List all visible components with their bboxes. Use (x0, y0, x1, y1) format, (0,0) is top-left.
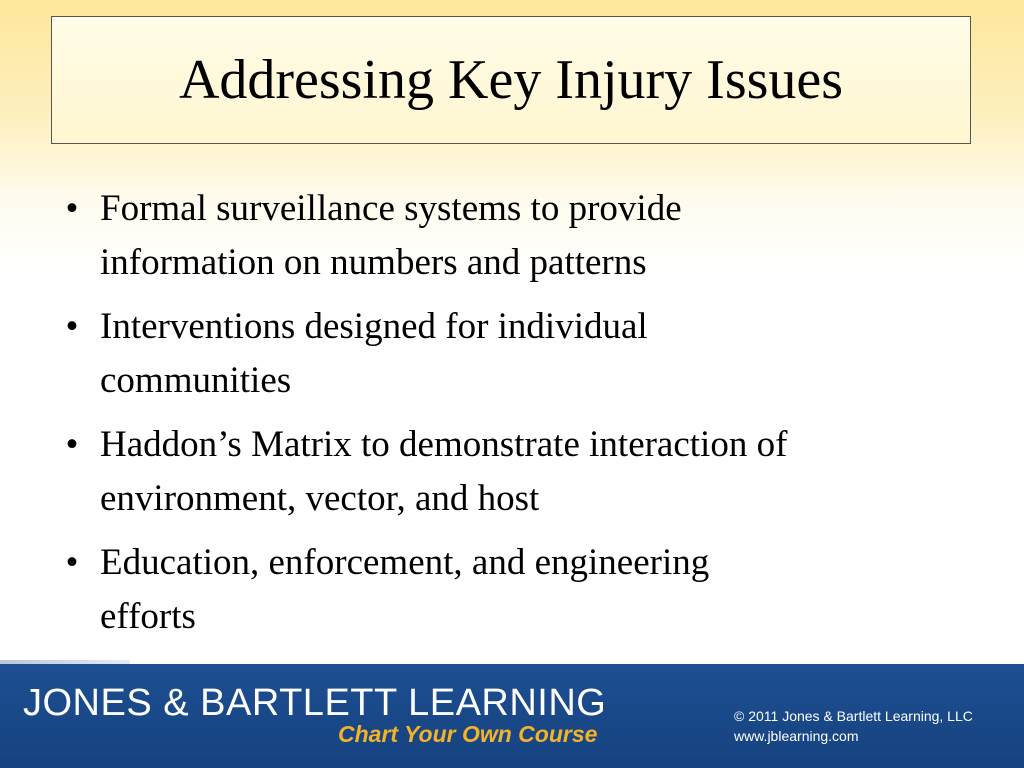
bullet-text-line: Haddon’s Matrix to demonstrate interaction of (100, 424, 788, 465)
bullet-item (60, 536, 980, 644)
bullet-text-line: communities (100, 360, 292, 401)
bullet-text-line: Interventions designed for individual (100, 306, 648, 347)
bullet-marker: • (65, 188, 79, 229)
bullet-item (60, 300, 980, 408)
publisher-logo-text: JONES & BARTLETT LEARNING (23, 682, 607, 724)
slide-title: Addressing Key Injury Issues (178, 49, 844, 111)
bullet-text-line: environment, vector, and host (100, 478, 540, 519)
copyright-notice: © 2011 Jones & Bartlett Learning, LLC (734, 708, 973, 724)
bullet-text-line: efforts (100, 596, 196, 637)
bullet-marker: • (65, 424, 79, 465)
publisher-url: www.jblearning.com (734, 728, 859, 744)
footer-banner (0, 664, 1024, 768)
title-box (51, 16, 971, 144)
bullet-text-line: Education, enforcement, and engineering (100, 542, 710, 583)
bullet-item (60, 182, 980, 290)
bullet-text-line: information on numbers and patterns (100, 242, 647, 283)
publisher-tagline: Chart Your Own Course (338, 721, 598, 747)
bullet-marker: • (65, 306, 79, 347)
bullet-list (60, 182, 980, 654)
bullet-text-line: Formal surveillance systems to provide (100, 188, 682, 229)
bullet-item (60, 418, 980, 526)
bullet-marker: • (65, 542, 79, 583)
